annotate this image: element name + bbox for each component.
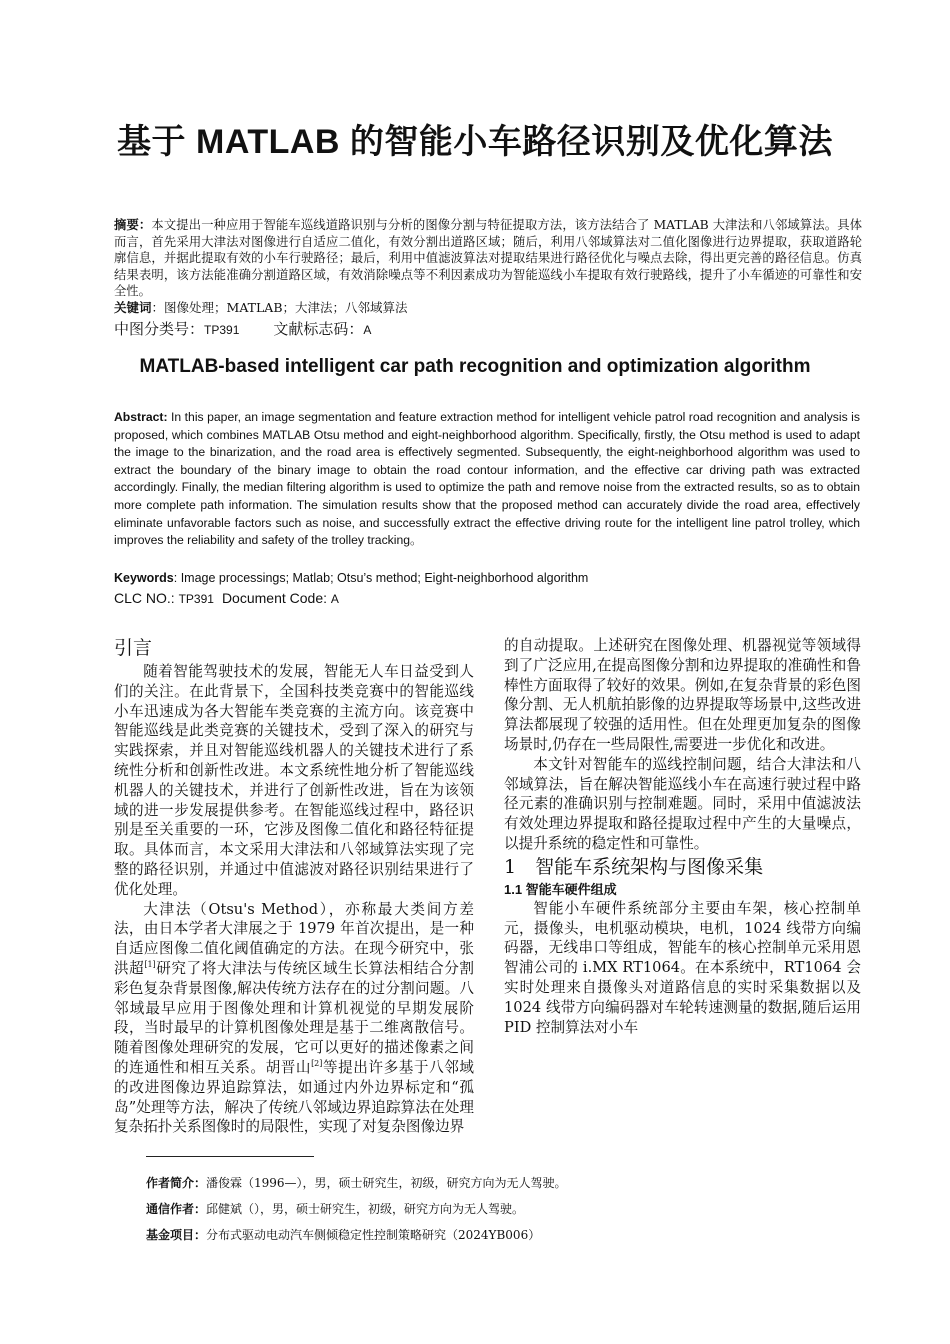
corresponding-author-label: 通信作者：: [146, 1202, 207, 1216]
chinese-classification: [114, 319, 862, 340]
english-keywords: [114, 569, 862, 587]
author-note-text: 潘俊霖（1996—），男，硕士研究生，初级，研究方向为无人驾驶。: [206, 1176, 567, 1190]
chinese-abstract: [114, 217, 862, 300]
chinese-abstract-text: 本文提出一种应用于智能车巡线道路识别与分析的图像分割与特征提取方法，该方法结合了 MATLAB 大津法和八邻域算法。具体而言，首先采用大津法对图像进行自适应二值化，有效分割出道路区域；随后，利用八邻域算法对二值化图像进行边界提取，获取道路轮廓信息，并据此提取有效的小车行驶路径；最后，利用中值滤波算法对提取结果进行路径优化与噪点去除，得出更完善的路径信息。仿真结果表明，该方法能准确分割道路区域，有效消除噪点等不利因素成功为智能巡线小车提取有效行驶路线，提升了小车循迹的可靠性和安全性。: [114, 218, 862, 299]
citation-2[interactable]: [2]: [311, 1059, 323, 1069]
left-column: [114, 636, 474, 1137]
en-doc-code-value: A: [330, 592, 339, 606]
intro-paragraph-2-continued: 的自动提取。上述研究在图像处理、机器视觉等领域得到了广泛应用,在提高图像分割和边界提取的准确性和鲁棒性方面取得了较好的效果。例如,在复杂背景的彩色图像分割、无人机航拍影像的边界提取等场景中,这些改进算法都展现了较强的适用性。但在处理更加复杂的图像场景时,仍存在一些局限性,需要进一步优化和改进。: [504, 637, 861, 753]
english-abstract: [114, 409, 860, 550]
intro-paragraph-3: 本文针对智能车的巡线控制问题，结合大津法和八邻域算法，旨在解决智能巡线小车在高速行驶过程中路径元素的准确识别与控制难题。同时，采用中值滤波法有效处理边界提取和路径提取过程中产生的大量噪点，以提升系统的稳定性和可靠性。: [504, 755, 861, 852]
section-1-heading: 1 智能车系统架构与图像采集: [504, 855, 764, 878]
funding-text: 分布式驱动电动汽车侧倾稳定性控制策略研究（2024YB006）: [206, 1228, 541, 1242]
section-1-1-paragraph: 智能小车硬件系统部分主要由车架，核心控制单元，摄像头，电机驱动模块，电机，1024 线带方向编码器，无线串口等组成，智能车的核心控制单元采用恩智浦公司的 i.MX RT1064。在本系统中，RT1064 会实时处理来自摄像头对道路信息的实时采集数据以及 1024 线带方向编码器对车轮转速测量的数据,随后运用 PID 控制算法对小车: [504, 899, 861, 1036]
clc-value: TP391: [204, 323, 240, 337]
intro-paragraph-1: 随着智能驾驶技术的发展，智能无人车日益受到人们的关注。在此背景下，全国科技类竞赛中的智能巡线小车迅速成为各大智能车类竞赛的主流方向。该竞赛中智能巡线是此类竞赛的关键技术，受到了深入的研究与实践探索，并且对智能巡线机器人的关键技术进行了系统性分析和创新性改进。本文系统性地分析了智能巡线机器人的关键技术，并进行了创新性改进，旨在为该领域的进一步发展提供参考。在智能巡线过程中，路径识别是至关重要的一环，它涉及图像二值化和路径特征提取。具体而言，本文采用大津法和八邻域算法实现了完整的路径识别，并通过中值滤波对路径识别结果进行了优化处理。: [114, 663, 474, 898]
intro-paragraph-2-part-b: 研究了将大津法与传统区域生长算法相结合分割彩色复杂背景图像,解决传统方法存在的过分割问题。八邻域最早应用于图像处理和计算机视觉的早期发展阶段，当时最早的计算机图像处理是基于二维离散信号。随着图像处理研究的发展，它可以更好的描述像素之间的连通性和相互关系。胡晋山: [114, 959, 474, 1076]
english-keywords-label: Keywords: [114, 571, 174, 585]
subsection-1-1-heading: 1.1 智能车硬件组成: [504, 881, 617, 897]
intro-paragraph-2-part-c: 等提出许多基于八邻域的改进图像边界追踪算法，如通过内外边界标定和“孤岛”处理等方法，解决了传统八邻域边界追踪算法在处理复杂拓扑关系图像时的局限性，实现了对复杂图像边界: [114, 1058, 474, 1136]
chinese-keywords: [114, 299, 862, 317]
right-column: [504, 636, 861, 1037]
intro-paragraph-2: [114, 900, 474, 1138]
english-abstract-text: In this paper, an image segmentation and feature extraction method for intelligent vehicle patrol road recognition and analysis is proposed, which combines MATLAB Otsu method and eight-neighborhood algorithm. Specifically, firstly, the Otsu method is used to adapt the image to the binarization, and the road area is effectively segmented. Subsequently, the eight-neighborhood algorithm was used to extract the boundary of the binary image to obtain the road contour information, and the effective car driving path was extracted accordingly. Finally, the median filtering algorithm is used to optimize the path and remove noise from the extracted results, so as to obtain more complete path information. The simulation results show that the proposed method can accurately divide the road area, effectively eliminate unfavorable factors such as noise, and successfully extract the effective driving route for the intelligent line patrol trolley, which improves the reliability and safety of the trolley tracking。: [114, 410, 860, 548]
intro-heading: 引言: [114, 637, 153, 659]
author-note: [146, 1175, 862, 1191]
footnote-divider: [146, 1156, 314, 1157]
english-abstract-label: Abstract:: [114, 410, 168, 424]
en-clc-value: TP391: [178, 592, 214, 606]
en-doc-code-label: Document Code:: [221, 590, 331, 606]
doc-code-label: 文献标志码：: [273, 320, 364, 338]
chinese-abstract-label: 摘要：: [114, 217, 152, 232]
chinese-keywords-label: 关键词: [114, 300, 152, 315]
corresponding-author-text: 邱健斌（），男，硕士研究生，初级，研究方向为无人驾驶。: [206, 1202, 525, 1216]
english-keywords-text: : Image processings; Matlab; Otsu’s method; Eight-neighborhood algorithm: [173, 571, 589, 585]
en-clc-label: CLC NO.:: [114, 590, 179, 606]
citation-1[interactable]: [1]: [144, 960, 156, 970]
paper-title: 基于 MATLAB 的智能小车路径识别及优化算法: [117, 123, 833, 161]
chinese-keywords-text: ：图像处理；MATLAB；大津法；八邻域算法: [151, 300, 408, 315]
english-classification: [114, 588, 862, 609]
english-title: MATLAB-based intelligent car path recognition and optimization algorithm: [139, 356, 811, 377]
funding-note: [146, 1227, 862, 1243]
intro-paragraph-2-part-a: 大津法（Otsu's Method），亦称最大类间方差法，由日本学者大津展之于 1979 年首次提出，是一种自适应图像二值化阈值确定的方法。在现今研究中，张洪超: [114, 900, 474, 977]
doc-code-value: A: [363, 323, 372, 337]
corresponding-author-note: [146, 1201, 862, 1217]
author-note-label: 作者简介：: [146, 1176, 207, 1190]
funding-label: 基金项目：: [146, 1228, 207, 1242]
clc-label: 中图分类号：: [114, 320, 205, 338]
